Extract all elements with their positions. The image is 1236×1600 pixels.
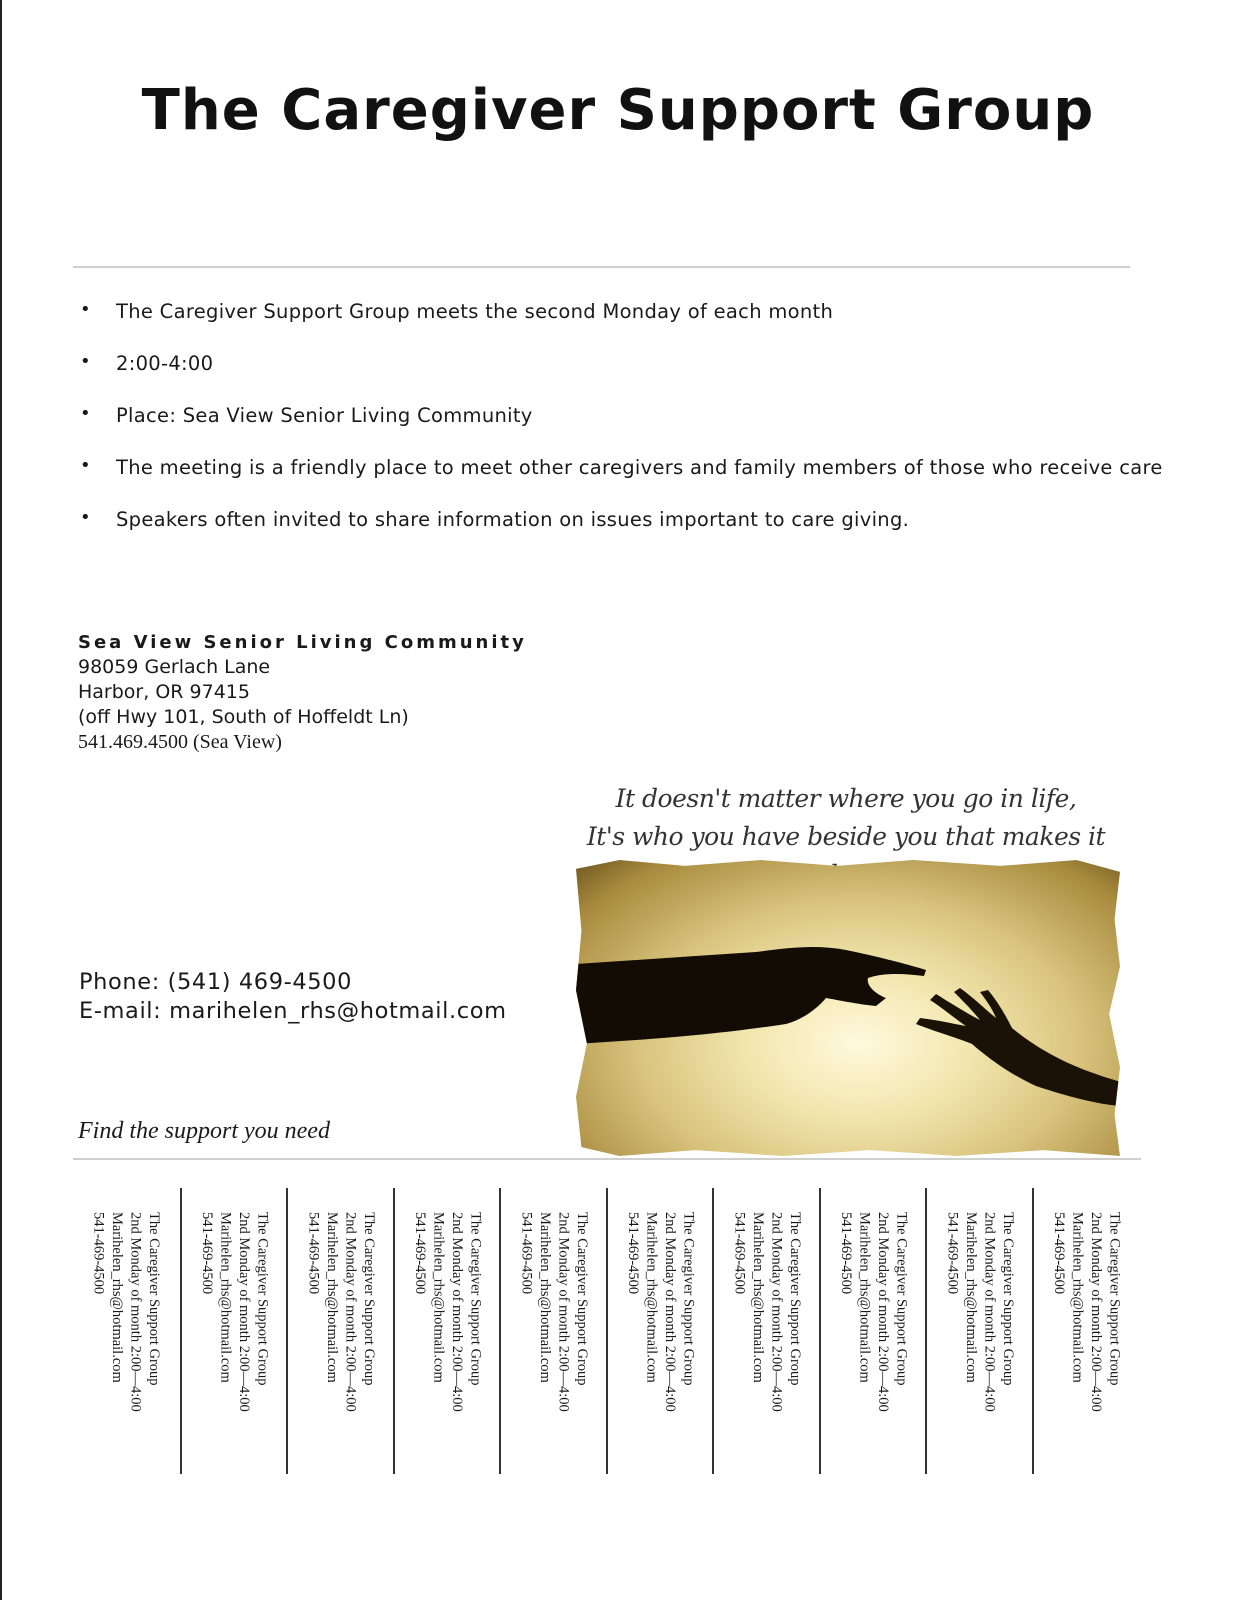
street-address: 98059 Gerlach Lane (78, 656, 271, 678)
info-bullet-list (78, 300, 1178, 560)
tear-off-tab-text (1050, 1212, 1124, 1412)
bullet-item: • The meeting is a friendly place to meet other caregivers and family members of those who receive care (80, 455, 1163, 479)
tear-off-tab-line3: Marihelen_rhs@hotmail.com (324, 1212, 340, 1383)
tear-off-tab-text (517, 1212, 591, 1412)
page-title: The Caregiver Support Group (141, 78, 1095, 143)
tear-off-tab-line1: The Caregiver Support Group (254, 1212, 271, 1386)
tear-off-tab-line1: The Caregiver Support Group (361, 1212, 377, 1386)
tear-off-tab-line3: Marihelen_rhs@hotmail.com (430, 1212, 447, 1383)
tear-off-tab-line4: 541-469-4500 (90, 1212, 107, 1295)
contact-phone: Phone: (541) 469-4500 (79, 969, 353, 995)
tear-off-tab-text (198, 1212, 272, 1412)
tear-off-tab-text (411, 1212, 485, 1412)
tear-off-tab-line3: Marihelen_rhs@hotmail.com (963, 1212, 979, 1383)
tear-off-tab-line1: The Caregiver Support Group (787, 1212, 803, 1386)
title-divider (73, 266, 1130, 268)
tear-off-tab[interactable] (925, 1188, 1033, 1474)
tear-off-tab-line2: 2nd Monday of month 2:00—4:00 (236, 1212, 252, 1412)
contact-email[interactable]: E-mail: marihelen_rhs@hotmail.com (79, 998, 507, 1024)
tear-off-tab-line4: 541-469-4500 (944, 1212, 961, 1295)
tear-off-tab-text (943, 1212, 1017, 1412)
tear-off-tab-line3: Marihelen_rhs@hotmail.com (109, 1212, 125, 1383)
community-name: Sea View Senior Living Community (78, 632, 527, 653)
tear-off-tab[interactable] (73, 1188, 179, 1474)
quote-line-1: It doesn't matter where you go in life, (615, 784, 1077, 813)
tear-off-tab-line2: 2nd Monday of month 2:00—4:00 (1088, 1212, 1104, 1412)
tear-off-tab[interactable] (819, 1188, 927, 1474)
tear-off-tab-line1: The Caregiver Support Group (893, 1212, 910, 1386)
tear-off-tab-text (730, 1212, 804, 1412)
tear-off-tab-text (837, 1212, 911, 1412)
tear-off-tab-line4: 541-469-4500 (731, 1212, 748, 1295)
tear-off-tab-line4: 541-469-4500 (412, 1212, 428, 1295)
tear-off-tab-line1: The Caregiver Support Group (574, 1212, 590, 1386)
bullet-item: • The Caregiver Support Group meets the second Monday of each month (80, 299, 834, 323)
tear-off-tab-line3: Marihelen_rhs@hotmail.com (1069, 1212, 1086, 1383)
tear-off-tab[interactable] (499, 1188, 607, 1474)
tear-off-tab-line2: 2nd Monday of month 2:00—4:00 (768, 1212, 785, 1412)
bullet-icon: • (80, 507, 91, 528)
hands-silhouette-icon (576, 860, 1120, 1156)
bullet-icon: • (80, 351, 91, 372)
tear-off-tab-line2: 2nd Monday of month 2:00—4:00 (875, 1212, 891, 1412)
tear-off-tab-line3: Marihelen_rhs@hotmail.com (217, 1212, 234, 1383)
city-state-zip: Harbor, OR 97415 (78, 681, 250, 703)
quote-line-2: It's who you have beside you that makes it (586, 822, 1106, 851)
tear-off-tabs (73, 1188, 1138, 1474)
bullet-icon: • (80, 455, 91, 476)
tear-off-tab-line2: 2nd Monday of month 2:00—4:00 (662, 1212, 678, 1412)
tear-off-tab-line1: The Caregiver Support Group (680, 1212, 697, 1386)
tear-off-tab-line3: Marihelen_rhs@hotmail.com (750, 1212, 766, 1383)
tear-off-tab-line1: The Caregiver Support Group (1106, 1212, 1123, 1386)
tear-off-tab-line2: 2nd Monday of month 2:00—4:00 (981, 1212, 998, 1412)
tear-off-tab[interactable] (606, 1188, 714, 1474)
bullet-icon: • (80, 299, 91, 320)
tear-off-tab-line4: 541-469-4500 (199, 1212, 215, 1295)
tear-off-tab[interactable] (180, 1188, 288, 1474)
tear-off-tab[interactable] (393, 1188, 501, 1474)
tear-off-tab-line1: The Caregiver Support Group (1000, 1212, 1016, 1386)
tear-off-tab-line4: 541-469-4500 (1051, 1212, 1067, 1295)
contact-block (79, 968, 507, 1026)
tear-off-tab-line3: Marihelen_rhs@hotmail.com (537, 1212, 553, 1383)
tear-off-tab-line4: 541-469-4500 (305, 1212, 322, 1295)
tabs-divider (73, 1158, 1141, 1160)
tear-off-tab[interactable] (1032, 1188, 1140, 1474)
reaching-hands-image (576, 860, 1120, 1156)
tear-off-tab-text (304, 1212, 378, 1412)
bullet-item: • Speakers often invited to share information on issues important to care giving. (80, 507, 910, 531)
tear-off-tab[interactable] (712, 1188, 820, 1474)
tear-off-tab-line2: 2nd Monday of month 2:00—4:00 (555, 1212, 572, 1412)
tear-off-tab-line4: 541-469-4500 (518, 1212, 535, 1295)
tear-off-tab-line2: 2nd Monday of month 2:00—4:00 (127, 1212, 144, 1412)
tear-off-tab-text (89, 1212, 163, 1412)
tear-off-tab-line2: 2nd Monday of month 2:00—4:00 (342, 1212, 359, 1412)
tagline: Find the support you need (78, 1118, 330, 1144)
bullet-icon: • (80, 403, 91, 424)
tear-off-tab-line3: Marihelen_rhs@hotmail.com (856, 1212, 873, 1383)
tear-off-tab-line3: Marihelen_rhs@hotmail.com (643, 1212, 660, 1383)
directions: (off Hwy 101, South of Hoffeldt Ln) (78, 706, 409, 728)
tear-off-tab-text (624, 1212, 698, 1412)
bullet-item: • Place: Sea View Senior Living Community (80, 403, 533, 427)
tear-off-tab-line4: 541-469-4500 (625, 1212, 641, 1295)
page-left-border (0, 0, 2, 1600)
tear-off-tab[interactable] (286, 1188, 394, 1474)
tear-off-tab-line1: The Caregiver Support Group (467, 1212, 484, 1386)
tear-off-tab-line2: 2nd Monday of month 2:00—4:00 (449, 1212, 465, 1412)
community-phone: 541.469.4500 (Sea View) (78, 731, 282, 753)
bullet-item: • 2:00-4:00 (80, 351, 214, 375)
tear-off-tab-line1: The Caregiver Support Group (146, 1212, 162, 1386)
tear-off-tab-line4: 541-469-4500 (838, 1212, 854, 1295)
address-block (78, 630, 527, 755)
